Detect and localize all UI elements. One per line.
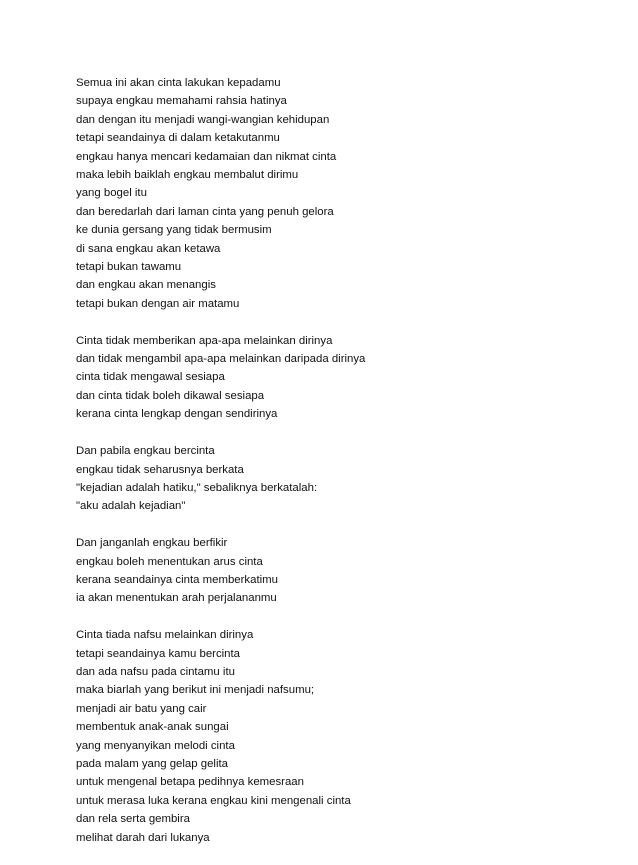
- poem-line: Dan pabila engkau bercinta: [76, 445, 215, 458]
- poem-line: di sana engkau akan ketawa: [76, 242, 221, 255]
- poem-line: dan ada nafsu pada cintamu itu: [76, 665, 235, 678]
- poem-line: dan dengan itu menjadi wangi-wangian kehidupan: [76, 113, 330, 126]
- poem-line: yang bogel itu: [76, 187, 147, 200]
- poem-stanza: [76, 332, 596, 424]
- poem-line: dan engkau akan menangis: [76, 279, 216, 292]
- poem-line: melihat darah dari lukanya: [76, 831, 210, 844]
- poem-line: Cinta tiada nafsu melainkan dirinya: [76, 629, 254, 642]
- poem-line: untuk merasa luka kerana engkau kini mengenali cinta: [76, 794, 351, 807]
- poem-line: untuk mengenal betapa pedihnya kemesraan: [76, 776, 304, 789]
- poem-line: tetapi seandainya di dalam ketakutanmu: [76, 132, 280, 145]
- poem-line: yang menyanyikan melodi cinta: [76, 739, 235, 752]
- poem-line: "kejadian adalah hatiku," sebaliknya berkatalah:: [76, 481, 318, 494]
- poem-line: ke dunia gersang yang tidak bermusim: [76, 224, 272, 237]
- poem-stanza: [76, 442, 596, 516]
- poem-body: [76, 74, 596, 865]
- poem-stanza: [76, 74, 596, 313]
- poem-line: engkau hanya mencari kedamaian dan nikmat cinta: [76, 150, 337, 163]
- poem-line: kerana cinta lengkap dengan sendirinya: [76, 408, 278, 421]
- poem-line: tetapi bukan dengan air matamu: [76, 297, 240, 310]
- poem-line: Dan janganlah engkau berfikir: [76, 537, 228, 550]
- poem-line: maka lebih baiklah engkau membalut dirimu: [76, 169, 299, 182]
- poem-line: Semua ini akan cinta lakukan kepadamu: [76, 77, 281, 89]
- poem-line: pada malam yang gelap gelita: [76, 757, 228, 770]
- poem-line: dan cinta tidak boleh dikawal sesiapa: [76, 389, 265, 402]
- poem-line: dan beredarlah dari laman cinta yang penuh gelora: [76, 205, 334, 218]
- poem-line: "aku adalah kejadian": [76, 500, 186, 513]
- poem-line: engkau tidak seharusnya berkata: [76, 463, 244, 476]
- poem-line: membentuk anak-anak sungai: [76, 721, 229, 734]
- poem-line: dan tidak mengambil apa-apa melainkan daripada dirinya: [76, 353, 366, 366]
- poem-line: maka biarlah yang berikut ini menjadi nafsumu;: [76, 684, 315, 697]
- poem-line: cinta tidak mengawal sesiapa: [76, 371, 225, 384]
- poem-line: kerana seandainya cinta memberkatimu: [76, 573, 278, 586]
- poem-stanza: [76, 534, 596, 608]
- poem-line: supaya engkau memahami rahsia hatinya: [76, 95, 287, 108]
- poem-line: tetapi seandainya kamu bercinta: [76, 647, 241, 660]
- poem-stanza: [76, 626, 596, 847]
- poem-line: menjadi air batu yang cair: [76, 702, 207, 715]
- poem-line: ia akan menentukan arah perjalananmu: [76, 592, 277, 605]
- poem-line: tetapi bukan tawamu: [76, 261, 182, 274]
- poem-line: engkau boleh menentukan arus cinta: [76, 555, 263, 568]
- poem-line: dan rela serta gembira: [76, 813, 190, 826]
- poem-line: Cinta tidak memberikan apa-apa melainkan dirinya: [76, 334, 333, 347]
